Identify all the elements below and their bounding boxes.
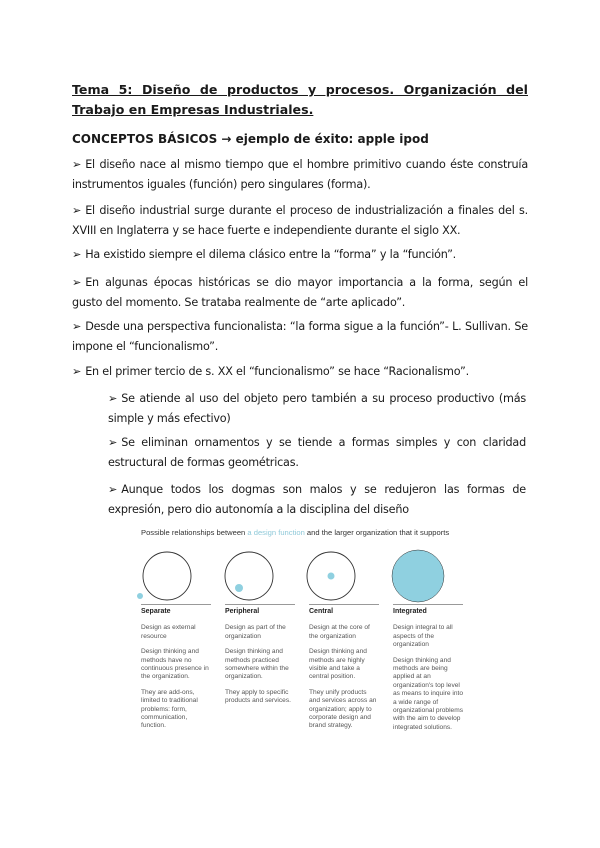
sub-paragraph-3 xyxy=(108,480,526,520)
bullet-arrow-icon: ➢ xyxy=(72,248,82,261)
paragraph-text: El diseño industrial surge durante el proceso de industrialización a finales del s. XVIII en Inglaterra y se hace fuerte e independiente durante el siglo XX. xyxy=(72,204,528,237)
paragraph-text: En el primer tercio de s. XX el “funcionalismo” se hace “Racionalismo”. xyxy=(85,365,469,378)
column-peripheral xyxy=(225,604,295,713)
column-integrated xyxy=(393,604,463,739)
figure-caption xyxy=(141,528,477,537)
column-application: They are add-ons, limited to traditional problems: form, communication, function. xyxy=(141,688,198,730)
sub-paragraph-1 xyxy=(108,389,526,429)
column-separate xyxy=(141,604,211,738)
column-description: Design thinking and methods are highly visible and take a central position. xyxy=(309,648,367,681)
paragraph-text: Desde una perspectiva funcionalista: “la forma sigue a la función”- L. Sullivan. Se impone el “funcionalismo”. xyxy=(72,320,528,353)
paragraph-2 xyxy=(72,201,528,241)
separate-design-dot xyxy=(137,593,143,599)
paragraph-text: Se atiende al uso del objeto pero también a su proceso productivo (más simple y más efectivo) xyxy=(108,392,526,425)
column-definition: Design as external resource xyxy=(141,624,196,640)
column-heading: Separate xyxy=(141,604,211,616)
paragraph-1 xyxy=(72,155,528,195)
integrated-organization-circle xyxy=(392,550,444,602)
paragraph-text: El diseño nace al mismo tiempo que el hombre primitivo cuando éste construía instrumentos iguales (función) pero singulares (forma). xyxy=(72,158,528,191)
column-description: Design thinking and methods have no continuous presence in the organization. xyxy=(141,648,209,681)
paragraph-3 xyxy=(72,245,528,265)
separate-organization-circle xyxy=(143,552,191,600)
bullet-arrow-icon: ➢ xyxy=(108,392,118,405)
column-application: They apply to specific products and services. xyxy=(225,688,291,705)
bullet-arrow-icon: ➢ xyxy=(72,276,82,289)
column-definition: Design as part of the organization xyxy=(225,624,286,640)
bullet-arrow-icon: ➢ xyxy=(72,320,82,333)
paragraph-4 xyxy=(72,273,528,313)
column-definition: Design integral to all aspects of the organization xyxy=(393,624,453,649)
paragraph-text: En algunas épocas históricas se dio mayor importancia a la forma, según el gusto del momento. Se trataba realmente de “arte aplicado”. xyxy=(72,276,528,309)
column-heading: Integrated xyxy=(393,604,463,616)
central-design-dot xyxy=(328,573,335,580)
peripheral-design-dot xyxy=(235,584,243,592)
column-description: Design thinking and methods are being applied at an organization's top level as means to inquire into a wide range of organizational problems with the aim to develop integrated solutions. xyxy=(393,656,464,731)
caption-accent-text: a design function xyxy=(247,528,305,537)
sub-paragraph-2 xyxy=(108,433,526,473)
paragraph-text: Se eliminan ornamentos y se tiende a formas simples y con claridad estructural de formas geométricas. xyxy=(108,436,526,469)
bullet-arrow-icon: ➢ xyxy=(72,158,82,171)
column-definition: Design at the core of the organization xyxy=(309,624,370,640)
column-central xyxy=(309,604,379,738)
bullet-arrow-icon: ➢ xyxy=(72,365,82,378)
caption-text-end: and the larger organization that it supports xyxy=(304,528,450,537)
paragraph-5 xyxy=(72,317,528,357)
paragraph-text: Ha existido siempre el dilema clásico entre la “forma” y la “función”. xyxy=(85,248,457,261)
bullet-arrow-icon: ➢ xyxy=(108,483,118,496)
bullet-arrow-icon: ➢ xyxy=(108,436,118,449)
column-application: They unify products and services across an organization; apply to corporate design and brand strategy. xyxy=(309,688,377,730)
concepts-heading: CONCEPTOS BÁSICOS → ejemplo de éxito: apple ipod xyxy=(72,132,429,146)
column-heading: Central xyxy=(309,604,379,616)
relationship-circles-diagram xyxy=(137,546,477,606)
column-description: Design thinking and methods practiced somewhere within the organization. xyxy=(225,648,289,681)
caption-text-start: Possible relationships between xyxy=(141,528,248,537)
paragraph-6 xyxy=(72,362,528,382)
column-heading: Peripheral xyxy=(225,604,295,616)
paragraph-text: Aunque todos los dogmas son malos y se redujeron las formas de expresión, pero dio autonomía a la disciplina del diseño xyxy=(108,483,526,516)
bullet-arrow-icon: ➢ xyxy=(72,204,82,217)
document-title: Tema 5: Diseño de productos y procesos. Organización del Trabajo en Empresas Industriales. xyxy=(72,82,528,117)
peripheral-organization-circle xyxy=(225,552,273,600)
design-relationships-figure xyxy=(137,524,477,764)
